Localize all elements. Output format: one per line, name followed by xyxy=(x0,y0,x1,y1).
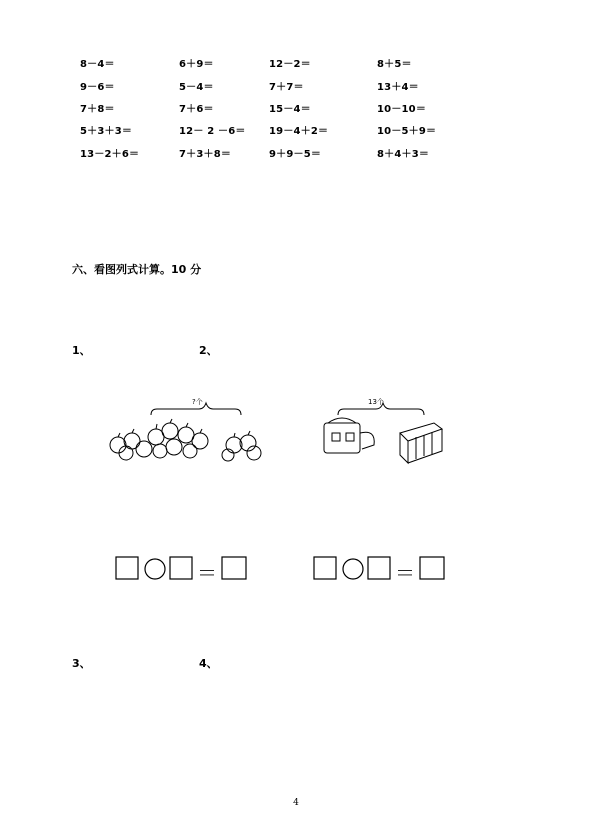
equation: 12－ 2 －6＝ xyxy=(179,126,246,137)
operator-circle[interactable] xyxy=(145,559,165,579)
bags-books-picture xyxy=(318,393,448,467)
answer-box[interactable] xyxy=(116,557,138,579)
equation: 13－2＋6＝ xyxy=(80,149,140,160)
equation: 8＋4＋3＝ xyxy=(377,149,430,160)
equation: 5＋3＋3＝ xyxy=(80,126,133,137)
question-number-3: 3、 xyxy=(72,657,91,670)
equation: 8－4＝ xyxy=(80,59,115,70)
equation: 7＋3＋8＝ xyxy=(179,149,232,160)
section-title: 六、看图列式计算。10 分 xyxy=(72,263,202,276)
question-number-2: 2、 xyxy=(199,344,218,357)
page-number: 4 xyxy=(293,798,299,808)
equation: 12－2＝ xyxy=(269,59,311,70)
equation: 10－5＋9＝ xyxy=(377,126,437,137)
equation: 7＋8＝ xyxy=(80,104,115,115)
equation: 9＋9－5＝ xyxy=(269,149,322,160)
equation: 6＋9＝ xyxy=(179,59,214,70)
answer-formula-1 xyxy=(115,556,255,585)
equation: 7＋6＝ xyxy=(179,104,214,115)
equation: 15－4＝ xyxy=(269,104,311,115)
equation: 10－10＝ xyxy=(377,104,427,115)
question-number-4: 4、 xyxy=(199,657,218,670)
answer-formula-2 xyxy=(313,556,453,585)
apples-picture xyxy=(104,393,270,467)
equals-sign: ＝ xyxy=(197,561,217,585)
apples-brace-label: ?个 xyxy=(192,398,203,406)
apples-icon xyxy=(104,393,270,467)
answer-box[interactable] xyxy=(222,557,246,579)
answer-box[interactable] xyxy=(368,557,390,579)
answer-box[interactable] xyxy=(420,557,444,579)
equation: 5－4＝ xyxy=(179,82,214,93)
equation: 13＋4＝ xyxy=(377,82,419,93)
operator-circle[interactable] xyxy=(343,559,363,579)
equals-sign: ＝ xyxy=(395,561,415,585)
items-brace-label: 13个 xyxy=(368,398,384,406)
equation: 9－6＝ xyxy=(80,82,115,93)
equation: 7＋7＝ xyxy=(269,82,304,93)
equation: 19－4＋2＝ xyxy=(269,126,329,137)
question-number-1: 1、 xyxy=(72,344,91,357)
equation: 8＋5＝ xyxy=(377,59,412,70)
answer-box[interactable] xyxy=(170,557,192,579)
answer-box[interactable] xyxy=(314,557,336,579)
